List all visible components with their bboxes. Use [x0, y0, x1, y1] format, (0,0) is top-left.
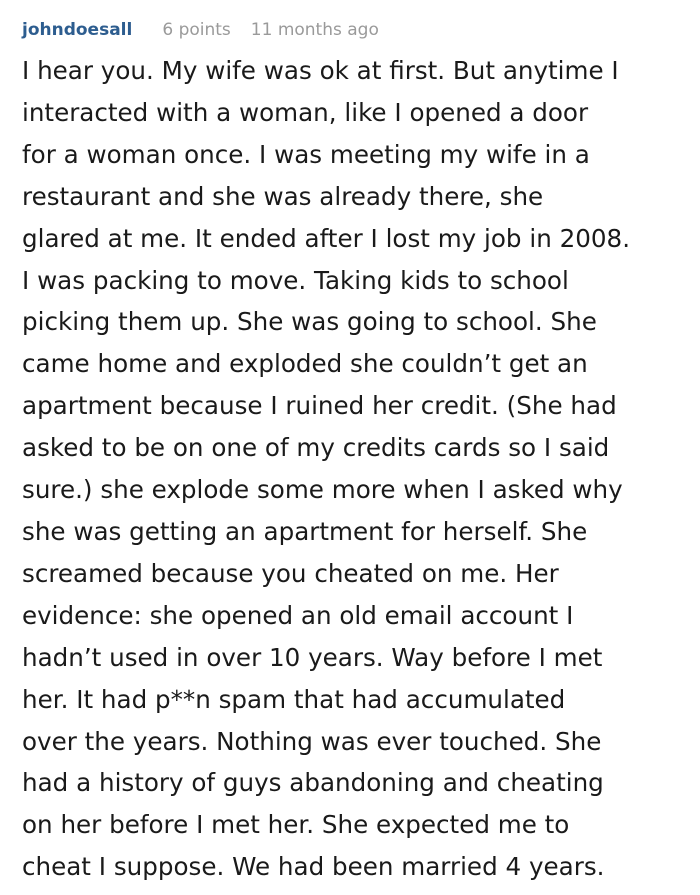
comment-timestamp: 11 months ago — [250, 20, 379, 40]
comment-line: glared at me. It ended after I lost my job in 2008. — [22, 223, 631, 253]
comment-line: sure.) she explode some more when I asked why — [22, 475, 623, 505]
comment-line: picking them up. She was going to school. She — [22, 307, 597, 337]
comment-line: screamed because you cheated on me. Her — [22, 558, 559, 588]
comment-line: asked to be on one of my credits cards so I said — [22, 433, 610, 463]
comment-line: over the years. Nothing was ever touched. She — [22, 726, 602, 756]
comment-line: I hear you. My wife was ok at first. But anytime I — [22, 56, 619, 85]
comment-line: apartment because I ruined her credit. (She had — [22, 391, 617, 421]
comment-line: interacted with a woman, like I opened a door — [22, 97, 589, 127]
comment-meta — [22, 18, 379, 42]
comment-line: cheat I suppose. We had been married 4 years. — [22, 852, 605, 882]
comment-line: her. It had p**n spam that had accumulated — [22, 684, 566, 714]
comment-line: evidence: she opened an old email account I — [22, 600, 574, 630]
comment-line: had a history of guys abandoning and cheating — [22, 768, 604, 798]
comment-line: hadn’t used in over 10 years. Way before I met — [22, 642, 603, 672]
comment-line: I was packing to move. Taking kids to school — [22, 265, 569, 295]
comment-points: 6 points — [162, 20, 231, 40]
comment-line: for a woman once. I was meeting my wife in a — [22, 139, 590, 169]
comment-line: restaurant and she was already there, she — [22, 181, 544, 211]
comment-line: came home and exploded she couldn’t get an — [22, 349, 588, 379]
comment-line: on her before I met her. She expected me to — [22, 810, 570, 840]
comment-username-link[interactable]: johndoesall — [22, 20, 133, 40]
comment-body — [22, 50, 682, 888]
comment-line: she was getting an apartment for herself. She — [22, 516, 588, 546]
